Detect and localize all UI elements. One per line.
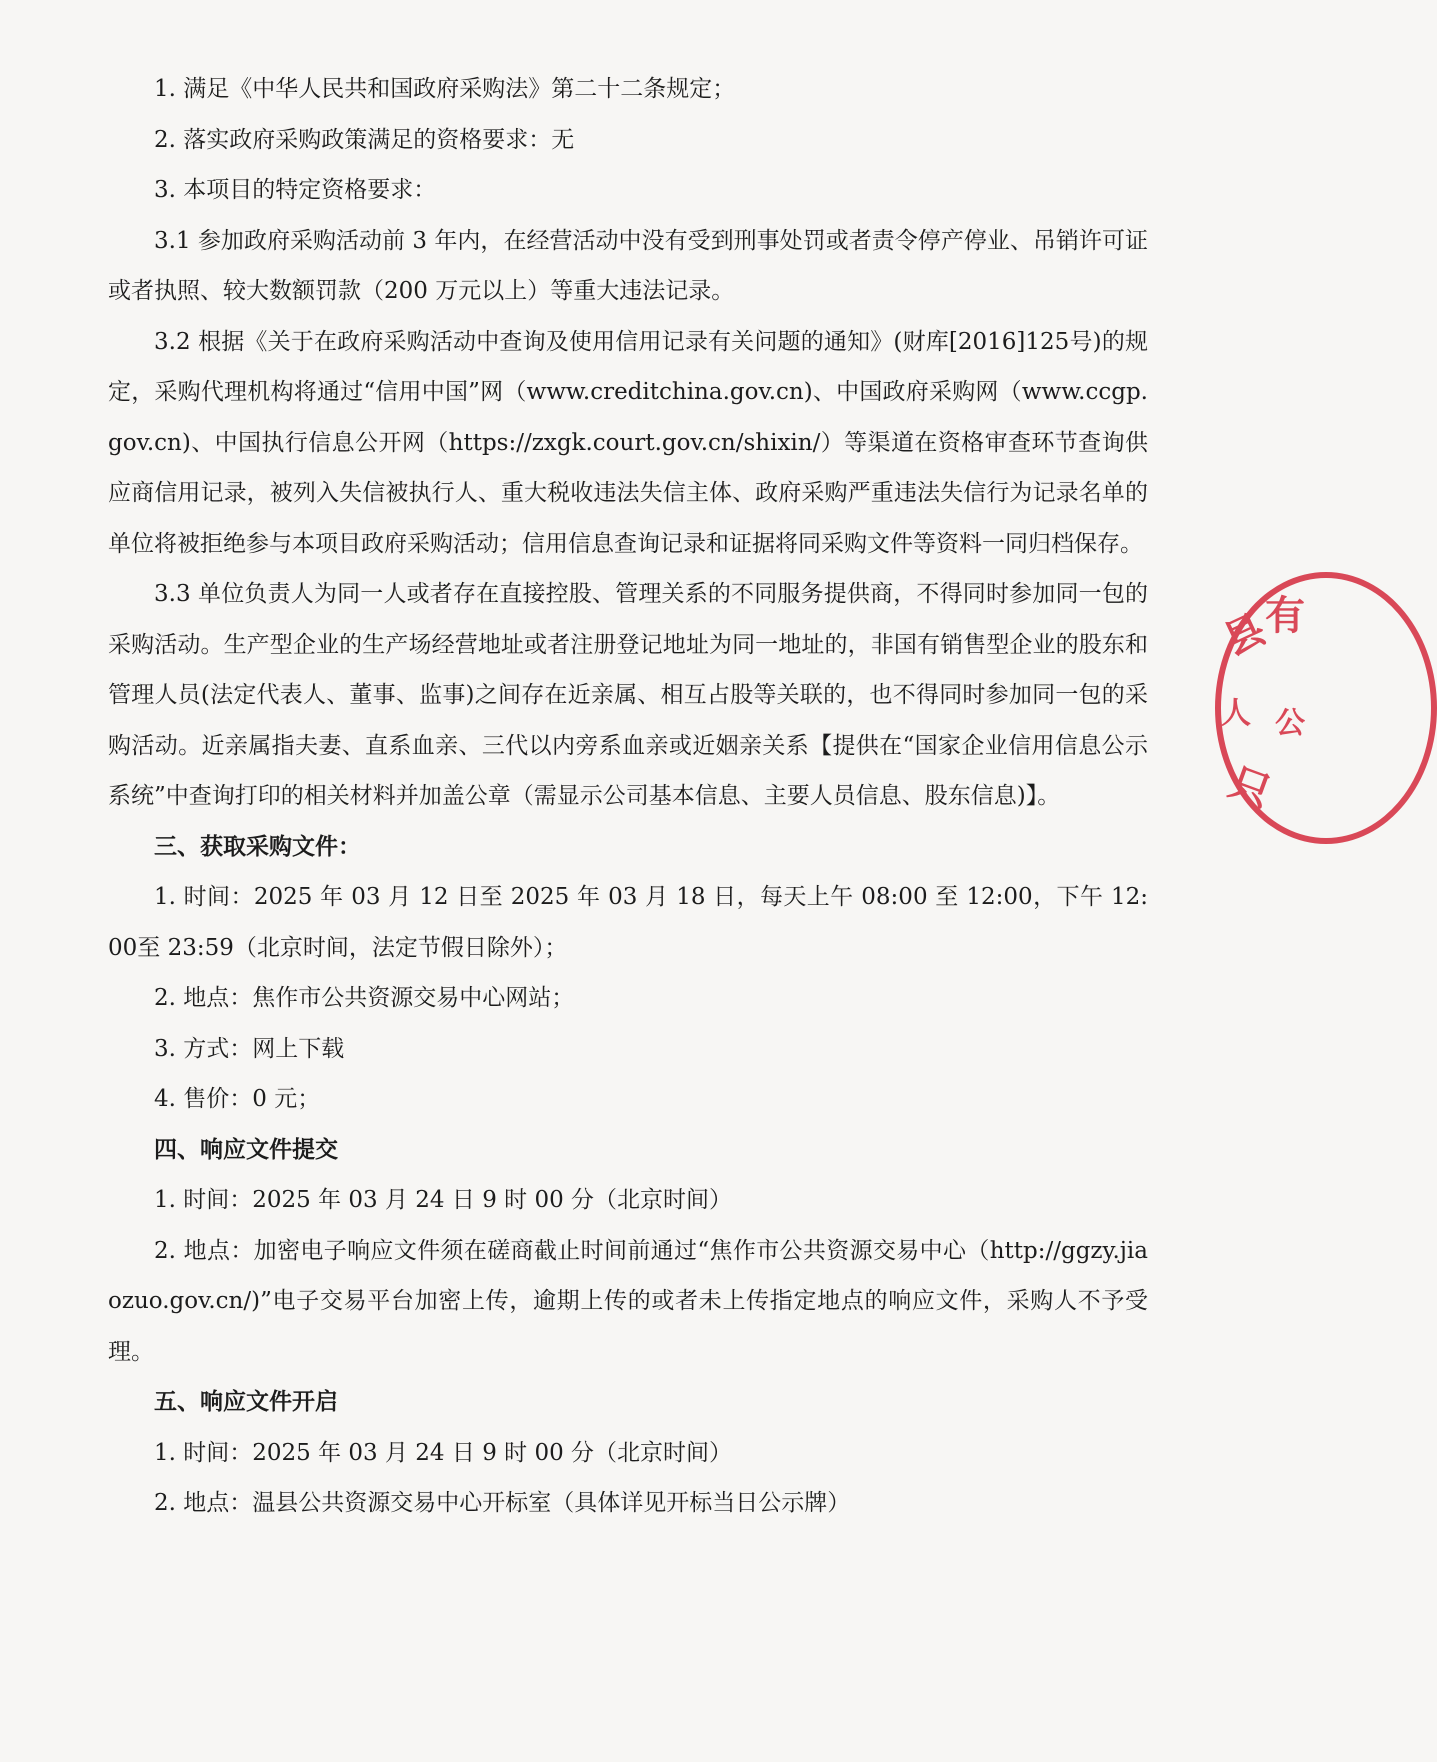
obtain-method: 3. 方式：网上下载	[154, 1035, 345, 1062]
opening-location: 2. 地点：温县公共资源交易中心开标室（具体详见开标当日公示牌）	[154, 1490, 851, 1516]
official-seal-stamp	[1215, 572, 1437, 844]
seal-char: 有	[1265, 593, 1305, 639]
seal-char: 县	[1216, 606, 1273, 665]
obtain-location: 2. 地点：焦作市公共资源交易中心网站；	[154, 985, 575, 1011]
submission-location: 2. 地点：加密电子响应文件须在磋商截止时间前通过“焦作市公共资源交易中心（http://ggzy.jiaozuo.gov.cn/)”电子交易平台加密上传，逾期上传的或者未上传指定地点的响应文件，采购人不予受理。	[108, 1237, 1148, 1365]
requirement-3: 3. 本项目的特定资格要求：	[154, 177, 437, 203]
section-heading-obtain-documents: 三、获取采购文件：	[154, 832, 361, 860]
section-heading-opening: 五、响应文件开启	[154, 1388, 338, 1415]
section-heading-submission: 四、响应文件提交	[154, 1135, 338, 1163]
document-body	[108, 64, 1148, 1529]
requirement-3-1: 3.1 参加政府采购活动前 3 年内，在经营活动中没有受到刑事处罚或者责令停产停业、吊销许可证或者执照、较大数额罚款（200 万元以上）等重大违法记录。	[108, 227, 1148, 304]
requirement-3-2: 3.2 根据《关于在政府采购活动中查询及使用信用记录有关问题的通知》(财库[2016]125号)的规定，采购代理机构将通过“信用中国”网（www.creditchina.gov.cn)、中国政府采购网（www.ccgp.gov.cn)、中国执行信息公开网（https://zxgk.court.gov.cn/shixin/）等渠道在资格审查环节查询供应商信用记录，被列入失信被执行人、重大税收违法失信主体、政府采购严重违法失信行为记录名单的单位将被拒绝参与本项目政府采购活动；信用信息查询记录和证据将同采购文件等资料一同归档保存。	[108, 328, 1148, 557]
requirement-3-3: 3.3 单位负责人为同一人或者存在直接控股、管理关系的不同服务提供商，不得同时参加同一包的采购活动。生产型企业的生产场经营地址或者注册登记地址为同一地址的，非国有销售型企业的股东和管理人员(法定代表人、董事、监事)之间存在近亲属、相互占股等关联的，也不得同时参加同一包的采购活动。近亲属指夫妻、直系血亲、三代以内旁系血亲或近姻亲关系【提供在“国家企业信用信息公示系统”中查询打印的相关材料并加盖公章（需显示公司基本信息、主要人员信息、股东信息)】。	[108, 581, 1148, 809]
obtain-price: 4. 售价：0 元；	[154, 1086, 321, 1112]
submission-time: 1. 时间：2025 年 03 月 24 日 9 时 00 分（北京时间）	[154, 1187, 733, 1213]
opening-time: 1. 时间：2025 年 03 月 24 日 9 时 00 分（北京时间）	[154, 1439, 733, 1466]
seal-char: 公	[1275, 706, 1305, 741]
obtain-time: 1. 时间：2025 年 03 月 12 日至 2025 年 03 月 18 日，每天上午 08:00 至 12:00，下午 12:00至 23:59（北京时间，法定节假日除外）；	[108, 884, 1148, 961]
seal-char: 只	[1223, 759, 1277, 817]
seal-char: 人	[1221, 696, 1251, 731]
requirement-2: 2. 落实政府采购政策满足的资格要求：无	[154, 126, 575, 153]
requirement-1: 1. 满足《中华人民共和国政府采购法》第二十二条规定；	[154, 76, 736, 102]
